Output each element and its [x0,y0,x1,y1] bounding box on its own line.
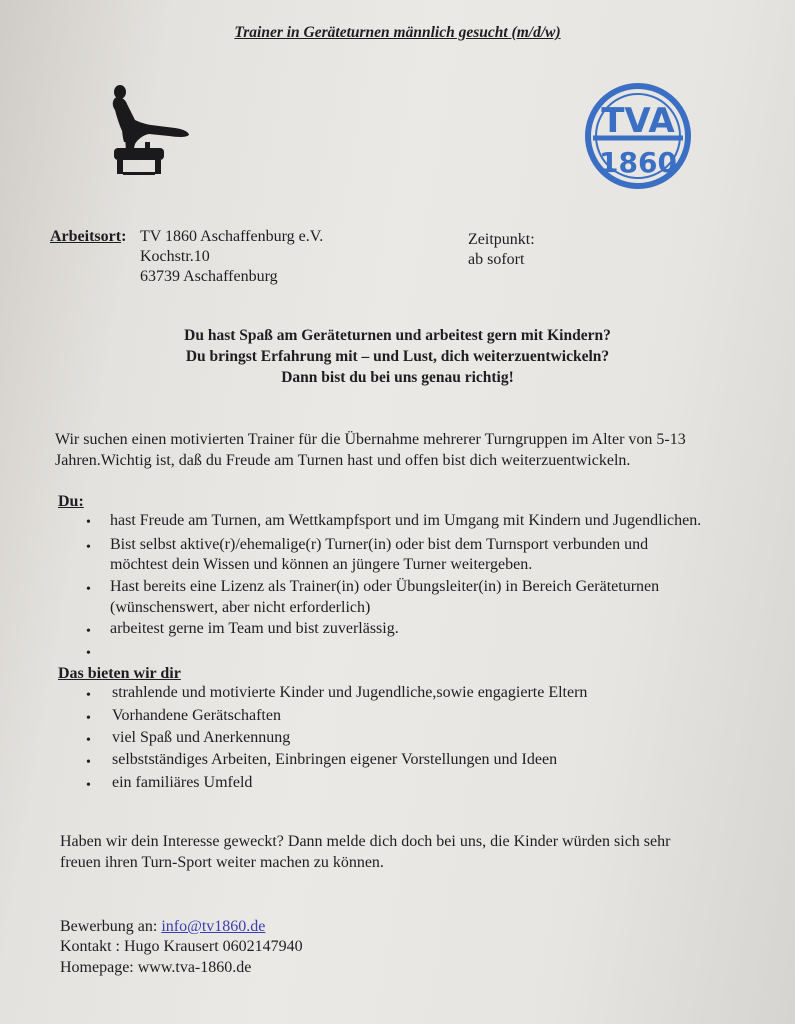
tva-1860-logo [583,82,693,190]
closing-line-1: Haben wir dein Interesse geweckt? Dann melde dich doch bei uns, die Kinder würden sich sehr [60,833,671,850]
logo-bottom-text: 1860 [599,146,677,179]
intro-line-1: Wir suchen einen motivierten Trainer für die Übernahme mehrerer Turngruppen im Alter von 5-13 [55,431,686,448]
location-line-1: TV 1860 Aschaffenburg e.V. [140,228,324,245]
location-line-3: 63739 Aschaffenburg [140,268,278,285]
du-item-2-line-2: möchtest dein Wissen und können an jüngere Turner weitergeben. [110,556,533,573]
du-item-3-line-2: (wünschenswert, aber nicht erforderlich) [110,599,371,616]
email-link[interactable]: info@tv1860.de [161,918,266,935]
page-title: Trainer in Geräteturnen männlich gesucht (m/d/w) [234,24,561,41]
gymnast-pommel-horse-icon [105,82,195,177]
location-label: Arbeitsort [50,228,122,245]
bullet-marker: • [86,515,91,530]
bullet-marker: • [86,755,91,770]
offer-item-4: selbstständiges Arbeiten, Einbringen eigener Vorstellungen und Ideen [112,751,558,768]
offer-item-3: viel Spaß und Anerkennung [112,729,291,746]
location-block: Arbeitsort: [50,228,127,245]
timing-label: Zeitpunkt: [468,231,535,248]
du-heading: Du: [58,493,84,510]
du-item-1: hast Freude am Turnen, am Wettkampfsport und im Umgang mit Kindern und Jugendlichen. [110,512,702,529]
bullet-marker: • [86,540,91,555]
bullet-marker: • [86,733,91,748]
headline-line-3: Dann bist du bei uns genau richtig! [281,369,514,386]
logo-top-text: TVA [601,101,675,141]
closing-line-2: freuen ihren Turn-Sport weiter machen zu können. [60,854,384,871]
bullet-marker: • [86,711,91,726]
offer-item-2: Vorhandene Gerätschaften [112,707,281,724]
application-label: Bewerbung an: [60,918,162,935]
bullet-marker: • [86,688,91,703]
offer-item-5: ein familiäres Umfeld [112,774,253,791]
homepage-line: Homepage: www.tva-1860.de [60,959,252,976]
du-item-3-line-1: Hast bereits eine Lizenz als Trainer(in) oder Übungsleiter(in) in Bereich Geräteturnen [110,578,660,595]
du-item-2-line-1: Bist selbst aktive(r)/ehemalige(r) Turner(in) oder bist dem Turnsport verbunden und [110,536,649,553]
bullet-marker: • [86,646,91,661]
offer-heading: Das bieten wir dir [58,665,181,682]
du-item-4: arbeitest gerne im Team und bist zuverlässig. [110,620,399,637]
location-line-2: Kochstr.10 [140,248,210,265]
contact-line: Kontakt : Hugo Krausert 0602147940 [60,938,303,955]
intro-line-2: Jahren.Wichtig ist, daß du Freude am Turnen hast und offen bist dich weiterzuentwickeln. [55,452,631,469]
application-line [60,918,265,936]
bullet-marker: • [86,624,91,639]
bullet-marker: • [86,582,91,597]
bullet-marker: • [86,778,91,793]
headline-line-2: Du bringst Erfahrung mit – und Lust, dich weiterzuentwickeln? [185,348,610,365]
timing-value: ab sofort [468,251,525,268]
offer-item-1: strahlende und motivierte Kinder und Jugendliche,sowie engagierte Eltern [112,684,588,701]
headline-line-1: Du hast Spaß am Geräteturnen und arbeitest gern mit Kindern? [184,327,611,344]
